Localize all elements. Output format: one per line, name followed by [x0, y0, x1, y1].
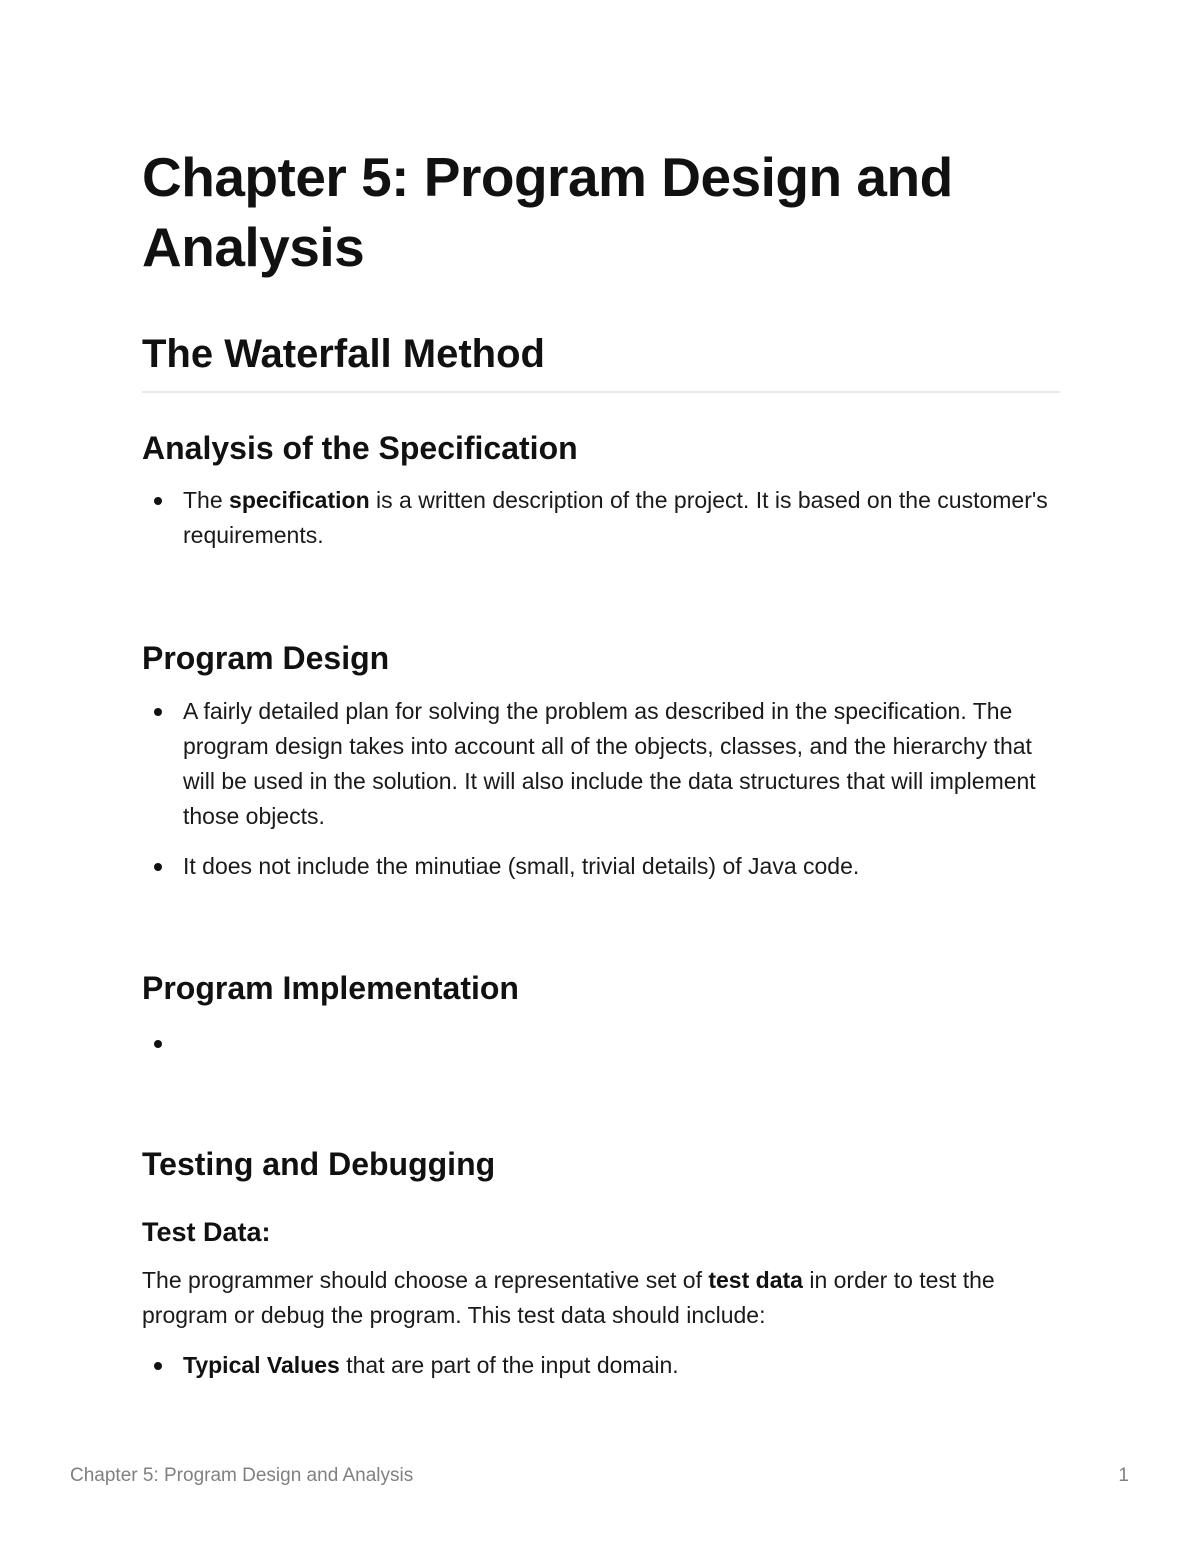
list-item-bold-term: specification	[229, 487, 370, 513]
footer-page-number: 1	[1118, 1465, 1129, 1486]
list-item-bold-term: Typical Values	[183, 1352, 340, 1378]
list-item	[142, 1026, 1060, 1061]
list-item	[142, 1348, 1060, 1383]
list-item-text-post: is a written description of the project. It is based on the customer's requirements.	[183, 487, 1048, 548]
list-item-text-post: that are part of the input domain.	[339, 1352, 679, 1378]
page-title: Chapter 5: Program Design and Analysis	[142, 146, 953, 278]
design-list	[142, 694, 1060, 899]
implementation-list	[142, 1026, 1060, 1076]
test-data-list	[142, 1348, 1060, 1398]
bullet-icon	[154, 1040, 162, 1048]
list-item	[142, 849, 1060, 884]
list-item-text-pre: The	[183, 487, 230, 513]
paragraph-text-post: in order to test the program or debug the program. This test data should include:	[142, 1267, 995, 1328]
analysis-list	[142, 483, 1060, 568]
bullet-icon	[154, 863, 162, 871]
list-item	[142, 694, 1060, 834]
section-heading-waterfall: The Waterfall Method	[142, 332, 545, 376]
heading-program-design: Program Design	[142, 640, 390, 676]
heading-analysis-of-specification: Analysis of the Specification	[142, 430, 578, 466]
section-divider	[142, 391, 1060, 393]
subheading-test-data: Test Data:	[142, 1217, 271, 1247]
list-item-text: A fairly detailed plan for solving the problem as described in the specification. The program design takes into account all of the objects, classes, and the hierarchy that will be used in the solution. It will also include the data structures that will implement those objects.	[183, 698, 1036, 829]
bullet-icon	[154, 497, 162, 505]
test-data-paragraph	[142, 1263, 1060, 1333]
bullet-icon	[154, 708, 162, 716]
paragraph-bold-term: test data	[708, 1267, 803, 1293]
paragraph-text-pre: The programmer should choose a representative set of	[142, 1267, 709, 1293]
heading-program-implementation: Program Implementation	[142, 970, 519, 1006]
heading-testing-and-debugging: Testing and Debugging	[142, 1146, 496, 1182]
bullet-icon	[154, 1362, 162, 1370]
footer-title: Chapter 5: Program Design and Analysis	[70, 1465, 414, 1486]
list-item-text: It does not include the minutiae (small, trivial details) of Java code.	[183, 853, 860, 879]
list-item	[142, 483, 1060, 553]
